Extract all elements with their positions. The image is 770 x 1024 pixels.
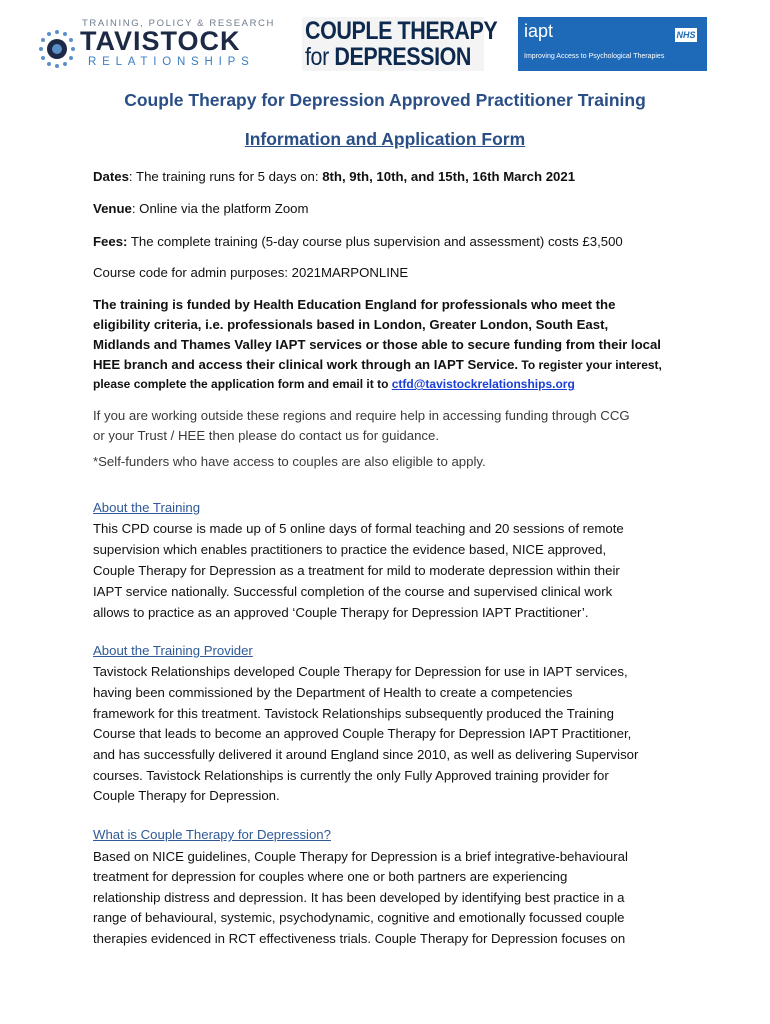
section-heading-training-provider: About the Training Provider [93, 643, 253, 658]
section-heading-about-training: About the Training [93, 500, 201, 515]
section-line: allows to practice as an approved ‘Couple Therapy for Depression IAPT Practitioner’. [93, 605, 589, 620]
email-link[interactable]: ctfd@tavistockrelationships.org [391, 377, 575, 391]
ctd-logo [302, 17, 498, 71]
section-line: and has successfully delivered it around England since 2010, as well as delivering Supervisor [93, 747, 639, 762]
self-funders-note: *Self-funders who have access to couples are also eligible to apply. [93, 454, 486, 469]
outside-line: If you are working outside these regions and require help in accessing funding through CCG [93, 408, 630, 423]
tavistock-name: TAVISTOCK [80, 26, 241, 56]
iapt-logo [518, 17, 707, 71]
tavistock-tagline: TRAINING, POLICY & RESEARCH [82, 18, 275, 29]
ctd-logo-depression: DEPRESSION [334, 43, 472, 71]
dates-line [93, 168, 575, 185]
outside-line: or your Trust / HEE then please do contact us for guidance. [93, 428, 439, 443]
tavistock-sub: RELATIONSHIPS [88, 56, 255, 68]
section-line: range of behavioural, systemic, psychodynamic, cognitive and emotionally focussed couple [93, 910, 625, 925]
funding-line: HEE branch and access their clinical work through an IAPT Service. To register your interest, [93, 357, 662, 372]
section-line: Based on NICE guidelines, Couple Therapy for Depression is a brief integrative-behavioural [93, 849, 628, 864]
tavistock-emblem-icon [36, 28, 78, 70]
section-line: Course that leads to become an approved Couple Therapy for Depression IAPT Practitioner, [93, 726, 632, 741]
section-line: This CPD course is made up of 5 online days of formal teaching and 20 sessions of remote [93, 521, 624, 536]
venue-text: : Online via the platform Zoom [131, 201, 309, 216]
section-line: therapies evidenced in RCT effectiveness trials. Couple Therapy for Depression focuses on [93, 931, 626, 946]
page-subtitle: Information and Application Form [244, 129, 526, 149]
venue-line [93, 200, 309, 217]
section-line: courses. Tavistock Relationships is currently the only Fully Approved training provider for [93, 768, 609, 783]
dates-text: : The training runs for 5 days on: [128, 169, 323, 184]
fees-label: Fees: [93, 234, 128, 249]
dates-label: Dates [93, 169, 129, 184]
nhs-logo: NHS [676, 30, 696, 40]
course-code: Course code for admin purposes: 2021MARPONLINE [93, 265, 409, 280]
page-title: Couple Therapy for Depression Approved Practitioner Training [124, 90, 646, 110]
section-line: treatment for depression for couples where one or both partners are experiencing [93, 869, 568, 884]
dates-value: 8th, 9th, 10th, and 15th, 16th March 2021 [322, 169, 576, 184]
section-line: relationship distress and depression. It has been developed by identifying best practice in a [93, 890, 625, 905]
ctd-logo-for: for [305, 43, 335, 71]
section-line: Tavistock Relationships developed Couple Therapy for Depression for use in IAPT services, [93, 664, 628, 679]
section-line: supervision which enables practitioners to practice the evidence based, NICE approved, [93, 542, 607, 557]
ctd-logo-line1: COUPLE THERAPY [305, 17, 498, 45]
fees-text: The complete training (5-day course plus supervision and assessment) costs £3,500 [127, 234, 623, 249]
funding-line: please complete the application form and email it to ctfd@tavistockrelationships.org [93, 377, 575, 391]
venue-label: Venue [93, 201, 132, 216]
section-line: Couple Therapy for Depression as a treatment for mild to moderate depression within their [93, 563, 620, 578]
iapt-tagline: Improving Access to Psychological Therapies [524, 53, 665, 60]
section-heading-what-is-ctd: What is Couple Therapy for Depression? [93, 827, 331, 842]
funding-line: The training is funded by Health Education England for professionals who meet the [93, 297, 616, 312]
ctd-logo-line2 [305, 43, 471, 72]
section-line: Couple Therapy for Depression. [93, 788, 280, 803]
section-line: framework for this treatment. Tavistock Relationships subsequently produced the Training [93, 706, 614, 721]
fees-line [93, 233, 623, 250]
funding-line: Midlands and Thames Valley IAPT services or those able to secure funding from their local [93, 337, 661, 352]
tavistock-logo [36, 18, 275, 72]
section-line: IAPT service nationally. Successful completion of the course and supervised clinical work [93, 584, 613, 599]
funding-line: eligibility criteria, i.e. professionals based in London, Greater London, South East, [93, 317, 609, 332]
section-line: having been commissioned by the Department of Health to create a competencies [93, 685, 573, 700]
iapt-word: iapt [524, 21, 554, 41]
